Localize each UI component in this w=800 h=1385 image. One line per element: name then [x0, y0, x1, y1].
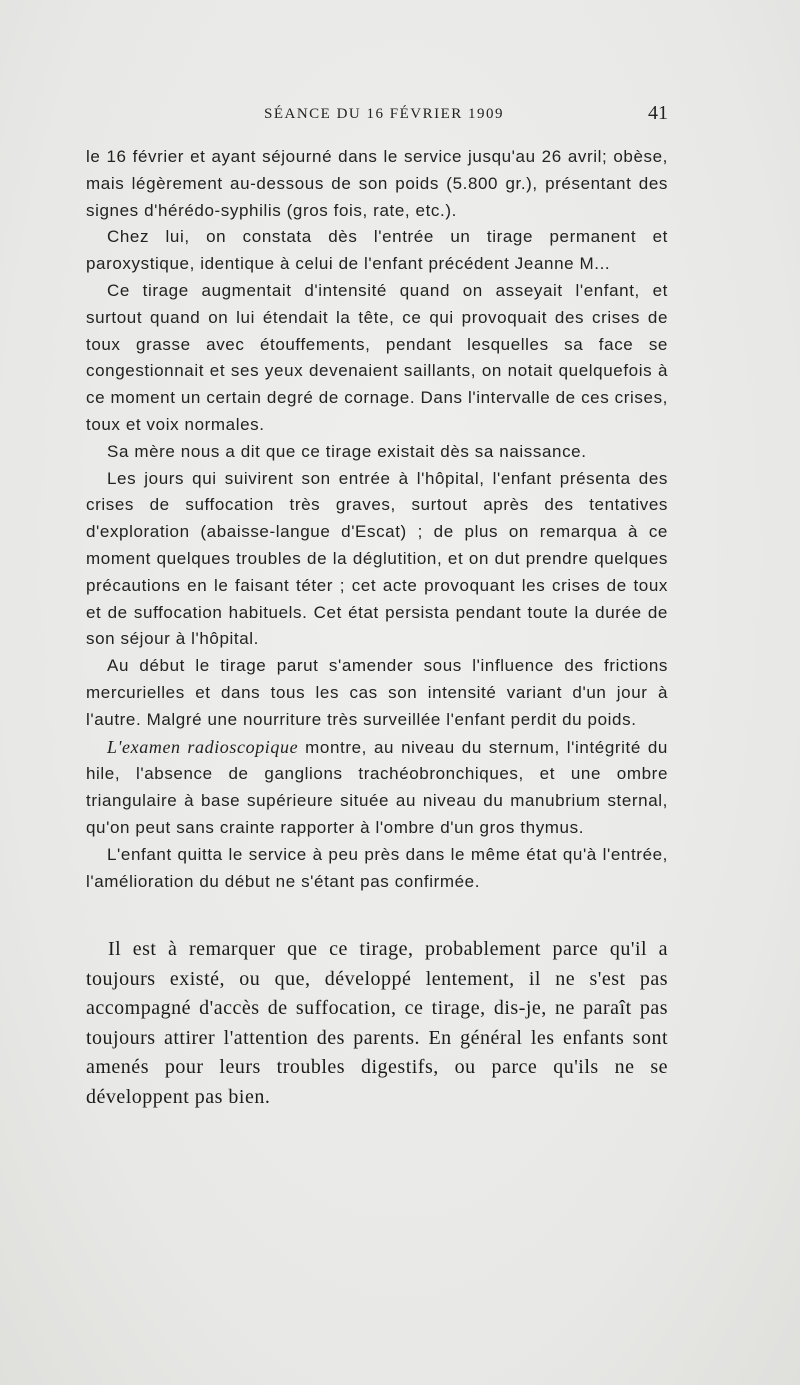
paragraph-commentary: Il est à remarquer que ce tirage, probablement parce qu'il a toujours existé, ou que, développé lentement, il ne s'est pas accompagné d'accès de suffocation, ce tirage, dis-je, ne paraît pas toujours attirer l'attention des parents. En général les enfants sont amenés pour leurs troubles digestifs, ou parce qu'ils ne se développent pas bien.: [86, 938, 668, 1108]
paragraph-radioscopy: [86, 734, 668, 842]
paragraph-crises: Ce tirage augmentait d'intensité quand on asseyait l'enfant, et surtout quand on lui étendait la tête, ce qui provoquait des crises de toux grasse avec étouffements, pendant lesquelles sa face se congestionnait et ses yeux devenaient saillants, on notait quelquefois à ce moment un certain degré de cornage. Dans l'intervalle de ces crises, toux et voix normales.: [86, 280, 668, 434]
radioscopy-italic-lead: L'examen radioscopique: [107, 736, 299, 757]
radioscopy-text: montre, au niveau du sternum, l'intégrité du hile, l'absence de ganglions trachéobronchiques, et une ombre triangulaire à base supérieure située au niveau du manubrium sternal, qu'on peut sans crainte rapporter à l'ombre d'un gros thymus.: [86, 737, 668, 837]
page-header: [86, 104, 668, 130]
page-number: 41: [648, 102, 668, 124]
running-title: SÉANCE DU 16 FÉVRIER 1909: [264, 106, 505, 122]
paragraph-mother: Sa mère nous a dit que ce tirage existait dès sa naissance.: [107, 441, 587, 461]
paragraph-hospital-days: Les jours qui suivirent son entrée à l'hôpital, l'enfant présenta des crises de suffocation très graves, surtout après des tentatives d'exploration (abaisse-langue d'Escat) ; de plus on remarqua à ce moment quelques troubles de la déglutition, et on dut prendre quelques précautions en le faisant téter ; cet acte provoquant les crises de toux et de suffocation habituels. Cet état persista pendant toute la durée de son séjour à l'hôpital.: [86, 468, 668, 649]
paragraph-treatment: Au début le tirage parut s'amender sous l'influence des frictions mercurielles et dans tous les cas son intensité variant d'un jour à l'autre. Malgré une nourriture très surveillée l'enfant perdit du poids.: [86, 656, 668, 729]
paragraph-admission: le 16 février et ayant séjourné dans le service jusqu'au 26 avril; obèse, mais légèrement au-dessous de son poids (5.800 gr.), présentant des signes d'hérédo-syphilis (gros fois, rate, etc.).: [86, 147, 668, 220]
commentary-text: [86, 935, 668, 1112]
paragraph-exit: L'enfant quitta le service à peu près dans le même état qu'à l'entrée, l'amélioration du début ne s'étant pas confirmée.: [86, 844, 668, 891]
case-report-text: [86, 144, 668, 895]
paragraph-tirage: Chez lui, on constata dès l'entrée un tirage permanent et paroxystique, identique à celui de l'enfant précédent Jeanne M...: [86, 227, 668, 274]
